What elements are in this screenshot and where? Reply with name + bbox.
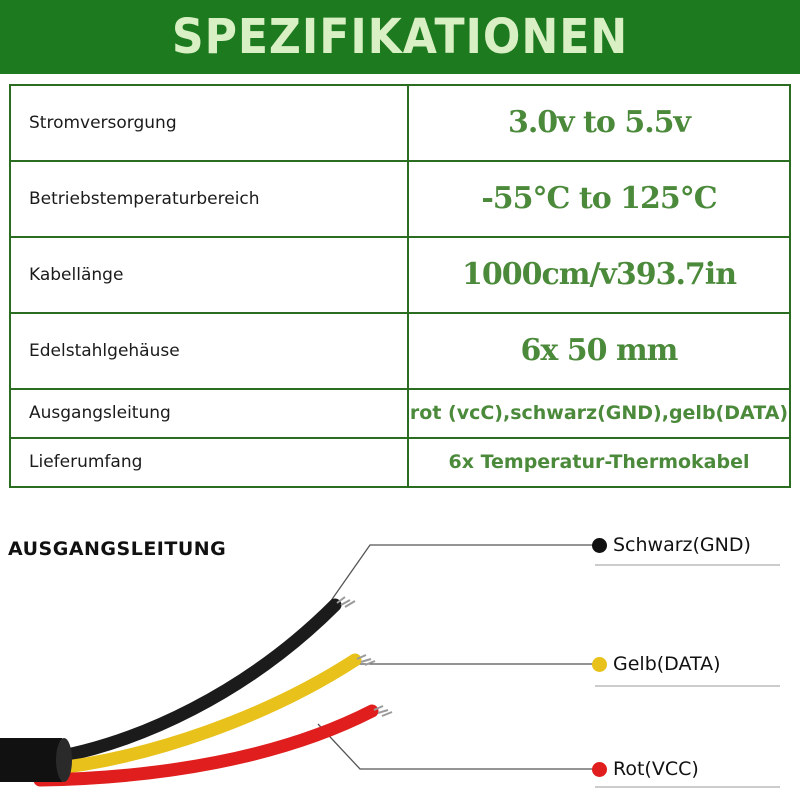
legend-yellow [592, 653, 721, 675]
sheath-end [56, 738, 72, 782]
legend-label-yellow: Gelb(DATA) [613, 653, 721, 675]
spec-value: 6x Temperatur-Thermokabel [408, 438, 790, 487]
table-row [10, 85, 790, 161]
legend-black [592, 534, 751, 556]
spec-value: rot (vcC),schwarz(GND),gelb(DATA) [408, 389, 790, 438]
table-row [10, 313, 790, 389]
leader-line-black [328, 545, 598, 605]
page-title: SPEZIFIKATIONEN [171, 9, 629, 65]
black-dot-icon [592, 538, 607, 553]
legend-label-black: Schwarz(GND) [613, 534, 751, 556]
table-row [10, 237, 790, 313]
spec-label: Edelstahlgehäuse [10, 313, 408, 389]
spec-label: Stromversorgung [10, 85, 408, 161]
spec-label: Lieferumfang [10, 438, 408, 487]
title-banner [0, 0, 800, 74]
table-row [10, 161, 790, 237]
spec-value: -55°C to 125°C [408, 161, 790, 237]
spec-label: Ausgangsleitung [10, 389, 408, 438]
table-row [10, 389, 790, 438]
label-underlines [595, 565, 780, 787]
diagram-title: AUSGANGSLEITUNG [8, 538, 227, 560]
spec-value: 1000cm/v393.7in [408, 237, 790, 313]
table-row [10, 438, 790, 487]
spec-label: Kabellänge [10, 237, 408, 313]
spec-label: Betriebstemperaturbereich [10, 161, 408, 237]
stripped-ends [337, 597, 392, 716]
spec-value: 3.0v to 5.5v [408, 85, 790, 161]
yellow-dot-icon [592, 657, 607, 672]
legend-red [592, 758, 699, 780]
red-dot-icon [592, 762, 607, 777]
spec-table [9, 84, 791, 488]
leader-line-red [318, 724, 598, 769]
spec-value: 6x 50 mm [408, 313, 790, 389]
legend-label-red: Rot(VCC) [613, 758, 699, 780]
